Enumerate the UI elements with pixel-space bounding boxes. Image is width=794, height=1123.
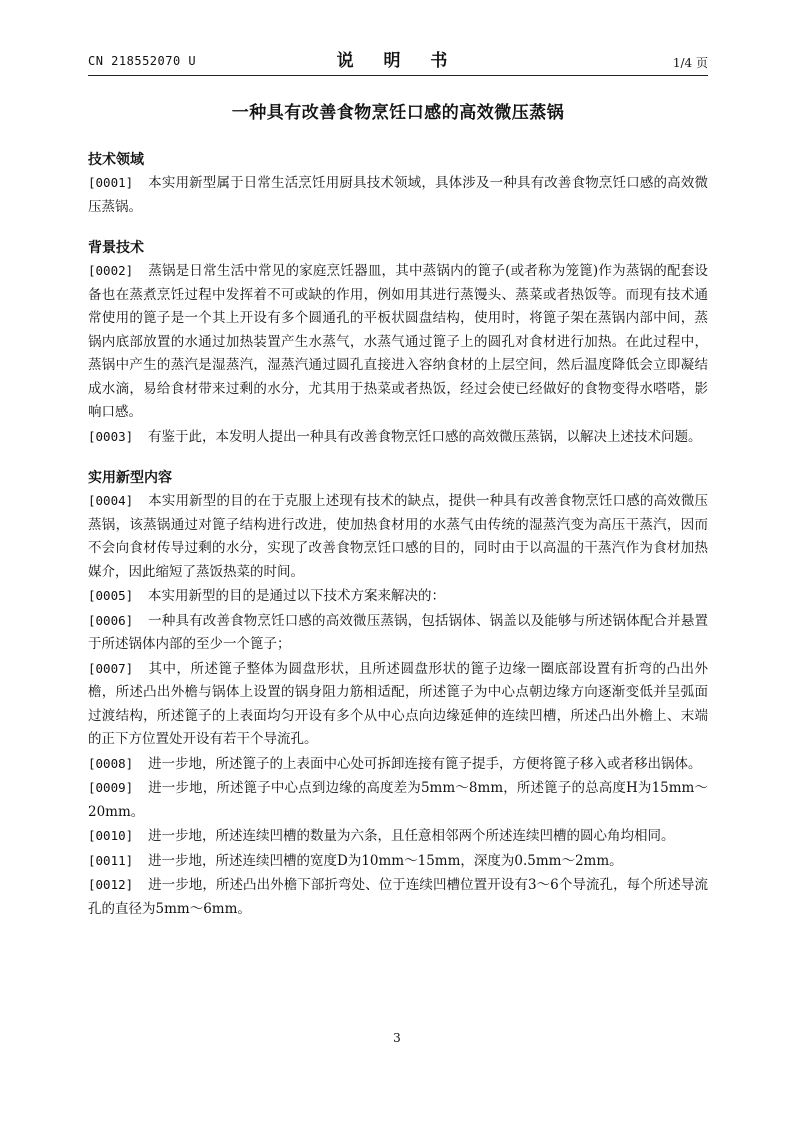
paragraph xyxy=(88,609,708,657)
document-type-title: 说 明 书 xyxy=(336,51,460,71)
paragraph-number: [0005] xyxy=(88,588,134,603)
section-heading: 背景技术 xyxy=(88,240,144,256)
section-utility-model-content xyxy=(88,468,708,921)
paragraph-number: [0004] xyxy=(88,493,134,508)
paragraph-number: [0010] xyxy=(88,828,134,843)
paragraph xyxy=(88,849,708,874)
paragraph-text: 进一步地，所述连续凹槽的数量为六条，且任意相邻两个所述连续凹槽的圆心角均相同。 xyxy=(148,828,675,844)
paragraph-number: [0012] xyxy=(88,877,134,892)
paragraph xyxy=(88,584,708,609)
section-background xyxy=(88,238,708,449)
paragraph-text: 进一步地，所述篦子的上表面中心处可拆卸连接有篦子提手，方便将篦子移入或者移出锅体。 xyxy=(148,755,702,772)
paragraph-text: 进一步地，所述连续凹槽的宽度D为10mm～15mm，深度为0.5mm～2mm。 xyxy=(148,852,623,869)
page-count: 1/4 页 xyxy=(672,56,708,70)
paragraph-text: 本实用新型的目的是通过以下技术方案来解决的： xyxy=(148,588,445,604)
paragraph-number: [0007] xyxy=(88,660,134,676)
section-heading: 技术领域 xyxy=(88,152,144,168)
paragraph-number: [0001] xyxy=(88,175,134,190)
paragraph-number: [0003] xyxy=(88,428,134,444)
paragraph-number: [0008] xyxy=(88,755,134,771)
section-technical-field xyxy=(88,150,708,219)
paragraph-number: [0009] xyxy=(88,780,134,795)
paragraph-text: 有鉴于此，本发明人提出一种具有改善食物烹饪口感的高效微压蒸锅，以解决上述技术问题。 xyxy=(148,428,702,445)
paragraph xyxy=(88,171,708,219)
section-heading: 实用新型内容 xyxy=(88,470,172,486)
paragraph-text: 一种具有改善食物烹饪口感的高效微压蒸锅，包括锅体、锅盖以及能够与所述锅体配合并悬置于所述锅体内部的至少一个篦子； xyxy=(88,612,708,652)
paragraph xyxy=(88,425,708,450)
paragraph xyxy=(88,873,708,921)
paragraph xyxy=(88,824,708,849)
patent-title: 一种具有改善食物烹饪口感的高效微压蒸锅 xyxy=(231,103,565,123)
paragraph-text: 本实用新型的目的在于克服上述现有技术的缺点，提供一种具有改善食物烹饪口感的高效微压蒸锅，该蒸锅通过对篦子结构进行改进，使加热食材用的水蒸气由传统的湿蒸汽变为高压干蒸汽，因而不会向食材传导过剩的水分，实现了改善食物烹饪口感的目的，同时由于以高温的干蒸汽作为食材加热媒介，因此缩短了蒸饭热菜的时间。 xyxy=(88,493,708,580)
paragraph xyxy=(88,259,708,425)
paragraph-number: [0006] xyxy=(88,612,134,628)
paragraph-text: 蒸锅是日常生活中常见的家庭烹饪器皿，其中蒸锅内的篦子(或者称为笼篦)作为蒸锅的配套设备也在蒸煮烹饪过程中发挥着不可或缺的作用，例如用其进行蒸馒头、蒸菜或者热饭等。而现有技术通常使用的篦子是一个其上开设有多个圆通孔的平板状圆盘结构，使用时，将篦子架在蒸锅内部中间，蒸锅内底部放置的水通过加热装置产生水蒸气，水蒸气通过篦子上的圆孔对食材进行加热。在此过程中，蒸锅中产生的蒸汽是湿蒸汽，湿蒸汽通过圆孔直接进入容纳食材的上层空间，然后温度降低会立即凝结成水滴，易给食材带来过剩的水分，尤其用于热菜或者热饭，经过会使已经做好的食物变得水嗒嗒，影响口感。 xyxy=(88,263,708,420)
document-number: CN 218552070 U xyxy=(88,54,197,68)
paragraph-text: 进一步地，所述篦子中心点到边缘的高度差为5mm～8mm，所述篦子的总高度H为15mm～20mm。 xyxy=(88,780,708,820)
paragraph-text: 进一步地，所述凸出外檐下部折弯处、位于连续凹槽位置开设有3～6个导流孔，每个所述导流孔的直径为5mm～6mm。 xyxy=(88,877,708,917)
paragraph xyxy=(88,489,708,584)
document-body xyxy=(88,150,708,940)
paragraph-number: [0011] xyxy=(88,852,134,868)
paragraph-number: [0002] xyxy=(88,263,134,278)
paragraph xyxy=(88,776,708,824)
paragraph xyxy=(88,752,708,777)
paragraph-text: 本实用新型属于日常生活烹饪用厨具技术领域，具体涉及一种具有改善食物烹饪口感的高效微压蒸锅。 xyxy=(88,175,708,215)
paragraph xyxy=(88,657,708,752)
header-divider xyxy=(88,75,708,76)
paragraph-text: 其中，所述篦子整体为圆盘形状，且所述圆盘形状的篦子边缘一圈底部设置有折弯的凸出外檐，所述凸出外檐与锅体上设置的锅身阻力筋相适配，所述篦子为中心点朝边缘方向逐渐变低并呈弧面过渡结构，所述篦子的上表面均匀开设有多个从中心点向边缘延伸的连续凹槽，所述凸出外檐上、末端的正下方位置处开设有若干个导流孔。 xyxy=(88,660,708,747)
page-number: 3 xyxy=(393,1031,401,1045)
page-header xyxy=(88,46,708,74)
